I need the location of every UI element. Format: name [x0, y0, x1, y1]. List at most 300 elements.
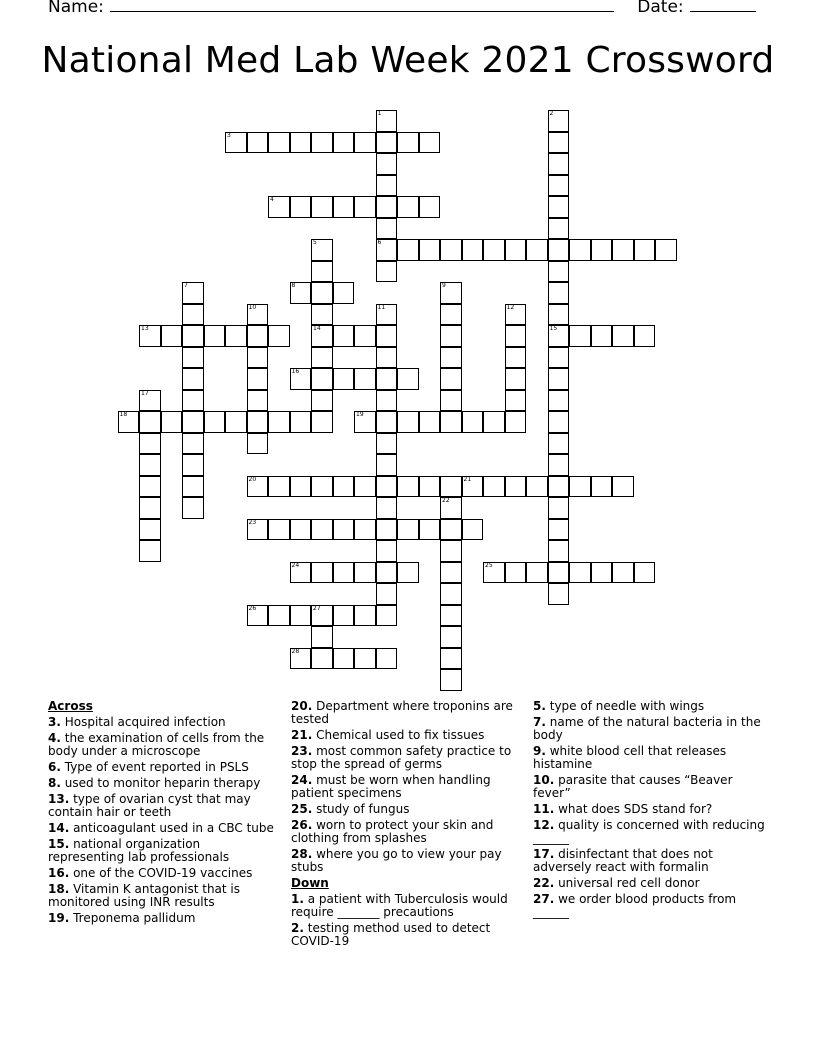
- grid-cell[interactable]: [591, 239, 613, 261]
- grid-cell[interactable]: [591, 325, 613, 347]
- grid-cell[interactable]: [333, 605, 355, 627]
- clue-text: universal red cell donor: [554, 876, 700, 890]
- grid-cell[interactable]: [548, 239, 570, 261]
- clue-number-label: 17.: [533, 847, 555, 861]
- grid-cell[interactable]: [376, 304, 398, 326]
- grid-cell[interactable]: [376, 519, 398, 541]
- grid-cell[interactable]: [376, 132, 398, 154]
- clue-text: worn to protect your skin and clothing from splashes: [291, 818, 494, 845]
- clue-number: 25: [485, 561, 493, 569]
- grid-cell[interactable]: [376, 261, 398, 283]
- grid-cell[interactable]: [247, 433, 269, 455]
- grid-cell[interactable]: [311, 261, 333, 283]
- clue-text: type of needle with wings: [545, 699, 705, 713]
- grid-cell[interactable]: [376, 175, 398, 197]
- clue-text: type of ovarian cyst that may contain hair or teeth: [48, 792, 251, 819]
- clue-number-label: 5.: [533, 699, 546, 713]
- clue-number: 20: [248, 475, 257, 483]
- clue-across: [48, 883, 280, 909]
- grid-cell[interactable]: [333, 132, 355, 154]
- clue-number-label: 9.: [533, 744, 546, 758]
- grid-cell[interactable]: [397, 476, 419, 498]
- grid-cell[interactable]: [440, 476, 462, 498]
- clue-text: quality is concerned with reducing ______: [533, 818, 765, 845]
- grid-cell[interactable]: [268, 411, 290, 433]
- grid-cell[interactable]: [333, 368, 355, 390]
- clue-across: [291, 700, 519, 726]
- clue-number-label: 22.: [533, 876, 555, 890]
- grid-cell[interactable]: [419, 132, 441, 154]
- clue-number: 28: [291, 647, 300, 655]
- name-label: Name:: [48, 0, 104, 17]
- grid-cell[interactable]: [311, 282, 333, 304]
- clue-number: 2: [549, 110, 554, 117]
- grid-cell[interactable]: [376, 196, 398, 218]
- grid-cell[interactable]: [548, 325, 570, 347]
- grid-cell[interactable]: [634, 239, 656, 261]
- grid-cell[interactable]: [505, 411, 527, 433]
- clue-across: [48, 822, 280, 835]
- page-title: National Med Lab Week 2021 Crossword: [41, 40, 775, 81]
- grid-cell[interactable]: [440, 626, 462, 648]
- grid-cell[interactable]: [290, 562, 312, 584]
- clue-number-label: 24.: [291, 773, 313, 787]
- clue-text: Hospital acquired infection: [60, 715, 226, 729]
- grid-cell[interactable]: [483, 476, 505, 498]
- grid-cell[interactable]: [440, 519, 462, 541]
- grid-cell[interactable]: [397, 132, 419, 154]
- clue-number-label: 25.: [291, 802, 313, 816]
- clue-number: 11: [377, 303, 386, 311]
- grid-cell[interactable]: [225, 132, 247, 154]
- grid-cell[interactable]: [247, 605, 269, 627]
- grid-cell[interactable]: [548, 433, 570, 455]
- grid-cell[interactable]: [440, 368, 462, 390]
- grid-cell[interactable]: [182, 476, 204, 498]
- grid-cell[interactable]: [268, 325, 290, 347]
- grid-cell[interactable]: [311, 132, 333, 154]
- grid-cell[interactable]: [548, 347, 570, 369]
- clue-text: white blood cell that releases histamine: [533, 744, 727, 771]
- clue-down: [533, 877, 768, 890]
- grid-cell[interactable]: [612, 325, 634, 347]
- grid-cell[interactable]: [419, 519, 441, 541]
- grid-cell[interactable]: [548, 583, 570, 605]
- grid-cell[interactable]: [311, 304, 333, 326]
- grid-cell[interactable]: [311, 476, 333, 498]
- grid-cell[interactable]: [161, 325, 183, 347]
- grid-cell[interactable]: [548, 519, 570, 541]
- clue-across: [291, 848, 519, 874]
- grid-cell[interactable]: [182, 347, 204, 369]
- grid-cell[interactable]: [139, 390, 161, 412]
- grid-cell[interactable]: [376, 454, 398, 476]
- grid-cell[interactable]: [655, 239, 677, 261]
- grid-cell[interactable]: [548, 540, 570, 562]
- grid-cell[interactable]: [139, 476, 161, 498]
- grid-cell[interactable]: [397, 562, 419, 584]
- grid-cell[interactable]: [311, 390, 333, 412]
- grid-cell[interactable]: [139, 540, 161, 562]
- grid-cell[interactable]: [440, 540, 462, 562]
- grid-cell[interactable]: [634, 562, 656, 584]
- clue-number: 12: [506, 303, 515, 311]
- grid-cell[interactable]: [225, 411, 247, 433]
- grid-cell[interactable]: [139, 433, 161, 455]
- clue-number: 22: [442, 497, 450, 504]
- grid-cell[interactable]: [569, 239, 591, 261]
- grid-cell[interactable]: [440, 411, 462, 433]
- grid-cell[interactable]: [569, 325, 591, 347]
- grid-cell[interactable]: [333, 519, 355, 541]
- grid-cell[interactable]: [419, 476, 441, 498]
- grid-cell[interactable]: [548, 282, 570, 304]
- grid-cell[interactable]: [376, 239, 398, 261]
- grid-cell[interactable]: [290, 648, 312, 670]
- grid-cell[interactable]: [182, 390, 204, 412]
- clue-down: [291, 922, 519, 948]
- clue-down: [291, 893, 519, 919]
- grid-cell[interactable]: [311, 605, 333, 627]
- grid-cell[interactable]: [354, 605, 376, 627]
- clue-down: [533, 745, 768, 771]
- grid-cell[interactable]: [311, 562, 333, 584]
- grid-cell[interactable]: [440, 669, 462, 691]
- grid-cell[interactable]: [290, 411, 312, 433]
- grid-cell[interactable]: [376, 368, 398, 390]
- clue-text: we order blood products from ______: [533, 892, 737, 919]
- grid-cell[interactable]: [548, 562, 570, 584]
- clue-text: name of the natural bacteria in the body: [533, 715, 761, 742]
- grid-cell[interactable]: [440, 325, 462, 347]
- grid-cell[interactable]: [440, 648, 462, 670]
- clue-number: 1: [377, 110, 382, 117]
- grid-cell[interactable]: [462, 239, 484, 261]
- grid-cell[interactable]: [397, 196, 419, 218]
- grid-cell[interactable]: [268, 196, 290, 218]
- clue-across: [48, 716, 280, 729]
- grid-cell[interactable]: [311, 325, 333, 347]
- clue-down: [533, 848, 768, 874]
- grid-cell[interactable]: [354, 325, 376, 347]
- grid-cell[interactable]: [419, 196, 441, 218]
- grid-cell[interactable]: [311, 648, 333, 670]
- grid-cell[interactable]: [376, 218, 398, 240]
- grid-cell[interactable]: [354, 476, 376, 498]
- grid-cell[interactable]: [440, 583, 462, 605]
- clue-text: anticoagulant used in a CBC tube: [69, 821, 274, 835]
- grid-cell[interactable]: [182, 433, 204, 455]
- clue-text: Department where troponins are tested: [291, 699, 513, 726]
- grid-cell[interactable]: [634, 325, 656, 347]
- clue-number: 21: [463, 475, 472, 483]
- grid-cell[interactable]: [182, 325, 204, 347]
- grid-cell[interactable]: [505, 325, 527, 347]
- grid-cell[interactable]: [483, 562, 505, 584]
- grid-cell[interactable]: [182, 304, 204, 326]
- clue-number: 16: [291, 368, 300, 375]
- grid-cell[interactable]: [548, 153, 570, 175]
- clue-text: parasite that causes “Beaver fever”: [533, 773, 733, 800]
- clue-down: [533, 819, 768, 845]
- grid-cell[interactable]: [247, 519, 269, 541]
- grid-cell[interactable]: [505, 304, 527, 326]
- grid-cell[interactable]: [548, 110, 570, 132]
- clue-down: [533, 774, 768, 800]
- grid-cell[interactable]: [311, 347, 333, 369]
- clue-across: [291, 774, 519, 800]
- grid-cell[interactable]: [440, 605, 462, 627]
- clue-text: a patient with Tuberculosis would require _______ precautions: [291, 892, 508, 919]
- grid-cell[interactable]: [354, 132, 376, 154]
- grid-cell[interactable]: [440, 562, 462, 584]
- grid-cell[interactable]: [139, 519, 161, 541]
- grid-cell[interactable]: [440, 239, 462, 261]
- clue-number: 24: [291, 561, 300, 569]
- clue-text: study of fungus: [312, 802, 410, 816]
- grid-cell[interactable]: [161, 411, 183, 433]
- clue-number-label: 12.: [533, 818, 555, 832]
- clue-number-label: 8.: [48, 776, 61, 790]
- grid-cell[interactable]: [139, 411, 161, 433]
- grid-cell[interactable]: [548, 476, 570, 498]
- clue-text: national organization representing lab professionals: [48, 837, 230, 864]
- grid-cell[interactable]: [354, 519, 376, 541]
- grid-cell[interactable]: [397, 368, 419, 390]
- clue-number-label: 19.: [48, 911, 70, 925]
- name-field[interactable]: [110, 0, 614, 12]
- grid-cell[interactable]: [376, 540, 398, 562]
- clue-number: 4: [270, 196, 274, 203]
- clue-number: 8: [291, 282, 296, 289]
- grid-cell[interactable]: [290, 519, 312, 541]
- grid-cell[interactable]: [548, 175, 570, 197]
- clue-number: 27: [313, 604, 321, 612]
- clue-number-label: 14.: [48, 821, 70, 835]
- clues-column-3: [533, 700, 768, 922]
- clue-number: 14: [313, 325, 321, 332]
- grid-cell[interactable]: [290, 132, 312, 154]
- grid-cell[interactable]: [333, 196, 355, 218]
- clue-across: [48, 761, 280, 774]
- grid-cell[interactable]: [268, 519, 290, 541]
- grid-cell[interactable]: [397, 411, 419, 433]
- clue-down: [533, 716, 768, 742]
- clue-number-label: 20.: [291, 699, 313, 713]
- clue-number-label: 2.: [291, 921, 304, 935]
- date-field[interactable]: [690, 0, 756, 12]
- clue-text: must be worn when handling patient specimens: [291, 773, 491, 800]
- clue-text: Type of event reported in PSLS: [60, 760, 249, 774]
- grid-cell[interactable]: [505, 347, 527, 369]
- grid-cell[interactable]: [376, 476, 398, 498]
- grid-cell[interactable]: [376, 433, 398, 455]
- grid-cell[interactable]: [247, 325, 269, 347]
- grid-cell[interactable]: [247, 476, 269, 498]
- grid-cell[interactable]: [290, 605, 312, 627]
- grid-cell[interactable]: [505, 390, 527, 412]
- grid-cell[interactable]: [376, 153, 398, 175]
- grid-cell[interactable]: [354, 562, 376, 584]
- grid-cell[interactable]: [612, 476, 634, 498]
- grid-cell[interactable]: [569, 562, 591, 584]
- grid-cell[interactable]: [333, 476, 355, 498]
- clue-number-label: 4.: [48, 731, 61, 745]
- grid-cell[interactable]: [182, 454, 204, 476]
- grid-cell[interactable]: [311, 519, 333, 541]
- grid-cell[interactable]: [376, 411, 398, 433]
- grid-cell[interactable]: [247, 390, 269, 412]
- grid-cell[interactable]: [333, 648, 355, 670]
- grid-cell[interactable]: [376, 390, 398, 412]
- grid-cell[interactable]: [548, 132, 570, 154]
- across-heading: Across: [48, 699, 93, 713]
- grid-cell[interactable]: [247, 368, 269, 390]
- clue-number-label: 3.: [48, 715, 61, 729]
- grid-cell[interactable]: [548, 304, 570, 326]
- grid-cell[interactable]: [182, 411, 204, 433]
- clue-number-label: 13.: [48, 792, 70, 806]
- grid-cell[interactable]: [333, 562, 355, 584]
- grid-cell[interactable]: [204, 411, 226, 433]
- grid-cell[interactable]: [247, 132, 269, 154]
- grid-cell[interactable]: [376, 605, 398, 627]
- grid-cell[interactable]: [462, 411, 484, 433]
- grid-cell[interactable]: [182, 282, 204, 304]
- clue-number: 18: [119, 411, 128, 418]
- clue-text: what does SDS stand for?: [554, 802, 713, 816]
- grid-cell[interactable]: [247, 347, 269, 369]
- grid-cell[interactable]: [505, 239, 527, 261]
- grid-cell[interactable]: [548, 411, 570, 433]
- grid-cell[interactable]: [311, 626, 333, 648]
- clue-text: testing method used to detect COVID-19: [291, 921, 491, 948]
- grid-cell[interactable]: [591, 562, 613, 584]
- grid-cell[interactable]: [311, 368, 333, 390]
- grid-cell[interactable]: [419, 411, 441, 433]
- grid-cell[interactable]: [548, 497, 570, 519]
- grid-cell[interactable]: [290, 476, 312, 498]
- grid-cell[interactable]: [268, 132, 290, 154]
- clue-number: 3: [227, 131, 231, 139]
- clue-number-label: 28.: [291, 847, 313, 861]
- grid-cell[interactable]: [440, 304, 462, 326]
- clue-down: [533, 893, 768, 919]
- grid-cell[interactable]: [483, 411, 505, 433]
- grid-cell[interactable]: [548, 261, 570, 283]
- grid-cell[interactable]: [548, 390, 570, 412]
- clue-text: used to monitor heparin therapy: [60, 776, 261, 790]
- grid-cell[interactable]: [483, 239, 505, 261]
- grid-cell[interactable]: [268, 605, 290, 627]
- grid-cell[interactable]: [354, 648, 376, 670]
- clue-text: Vitamin K antagonist that is monitored using INR results: [48, 882, 241, 909]
- grid-cell[interactable]: [612, 239, 634, 261]
- grid-cell[interactable]: [548, 368, 570, 390]
- grid-cell[interactable]: [548, 454, 570, 476]
- grid-cell[interactable]: [440, 497, 462, 519]
- grid-cell[interactable]: [139, 325, 161, 347]
- clue-number-label: 26.: [291, 818, 313, 832]
- grid-cell[interactable]: [290, 196, 312, 218]
- grid-cell[interactable]: [354, 196, 376, 218]
- grid-cell[interactable]: [333, 325, 355, 347]
- grid-cell[interactable]: [440, 347, 462, 369]
- grid-cell[interactable]: [376, 562, 398, 584]
- grid-cell[interactable]: [225, 325, 247, 347]
- clue-number-label: 6.: [48, 760, 61, 774]
- clue-number: 7: [184, 282, 188, 289]
- grid-cell[interactable]: [376, 325, 398, 347]
- grid-cell[interactable]: [569, 476, 591, 498]
- grid-cell[interactable]: [376, 497, 398, 519]
- clue-number-label: 11.: [533, 802, 555, 816]
- clue-number-label: 27.: [533, 892, 555, 906]
- grid-cell[interactable]: [247, 304, 269, 326]
- grid-cell[interactable]: [333, 282, 355, 304]
- grid-cell[interactable]: [247, 411, 269, 433]
- header: [48, 0, 768, 17]
- grid-cell[interactable]: [182, 497, 204, 519]
- grid-cell[interactable]: [376, 347, 398, 369]
- grid-cell[interactable]: [440, 282, 462, 304]
- grid-cell[interactable]: [397, 519, 419, 541]
- clue-number-label: 16.: [48, 866, 70, 880]
- clue-number: 10: [248, 303, 257, 311]
- grid-cell[interactable]: [440, 390, 462, 412]
- clue-number-label: 21.: [291, 728, 313, 742]
- grid-cell[interactable]: [591, 476, 613, 498]
- grid-cell[interactable]: [182, 368, 204, 390]
- clue-number: 9: [442, 282, 446, 289]
- grid-cell[interactable]: [268, 476, 290, 498]
- clue-number-label: 7.: [533, 715, 546, 729]
- grid-cell[interactable]: [419, 239, 441, 261]
- grid-cell[interactable]: [548, 218, 570, 240]
- grid-cell[interactable]: [354, 411, 376, 433]
- clues-column-1: [48, 700, 280, 928]
- grid-cell[interactable]: [526, 562, 548, 584]
- grid-cell[interactable]: [505, 368, 527, 390]
- clue-text: where you go to view your pay stubs: [291, 847, 502, 874]
- grid-cell[interactable]: [118, 411, 140, 433]
- grid-cell[interactable]: [311, 411, 333, 433]
- grid-cell[interactable]: [526, 239, 548, 261]
- grid-cell[interactable]: [376, 110, 398, 132]
- grid-cell[interactable]: [505, 562, 527, 584]
- grid-cell[interactable]: [462, 519, 484, 541]
- grid-cell[interactable]: [376, 583, 398, 605]
- grid-cell[interactable]: [376, 648, 398, 670]
- grid-cell[interactable]: [526, 476, 548, 498]
- grid-cell[interactable]: [548, 196, 570, 218]
- grid-cell[interactable]: [505, 476, 527, 498]
- grid-cell[interactable]: [290, 368, 312, 390]
- grid-cell[interactable]: [311, 196, 333, 218]
- grid-cell[interactable]: [612, 562, 634, 584]
- grid-cell[interactable]: [204, 325, 226, 347]
- grid-cell[interactable]: [290, 282, 312, 304]
- clue-text: disinfectant that does not adversely react with formalin: [533, 847, 713, 874]
- grid-cell[interactable]: [462, 476, 484, 498]
- grid-cell[interactable]: [139, 454, 161, 476]
- grid-cell[interactable]: [139, 497, 161, 519]
- clue-number-label: 23.: [291, 744, 313, 758]
- grid-cell[interactable]: [311, 239, 333, 261]
- clues-column-2: [291, 700, 519, 951]
- grid-cell[interactable]: [397, 239, 419, 261]
- grid-cell[interactable]: [354, 368, 376, 390]
